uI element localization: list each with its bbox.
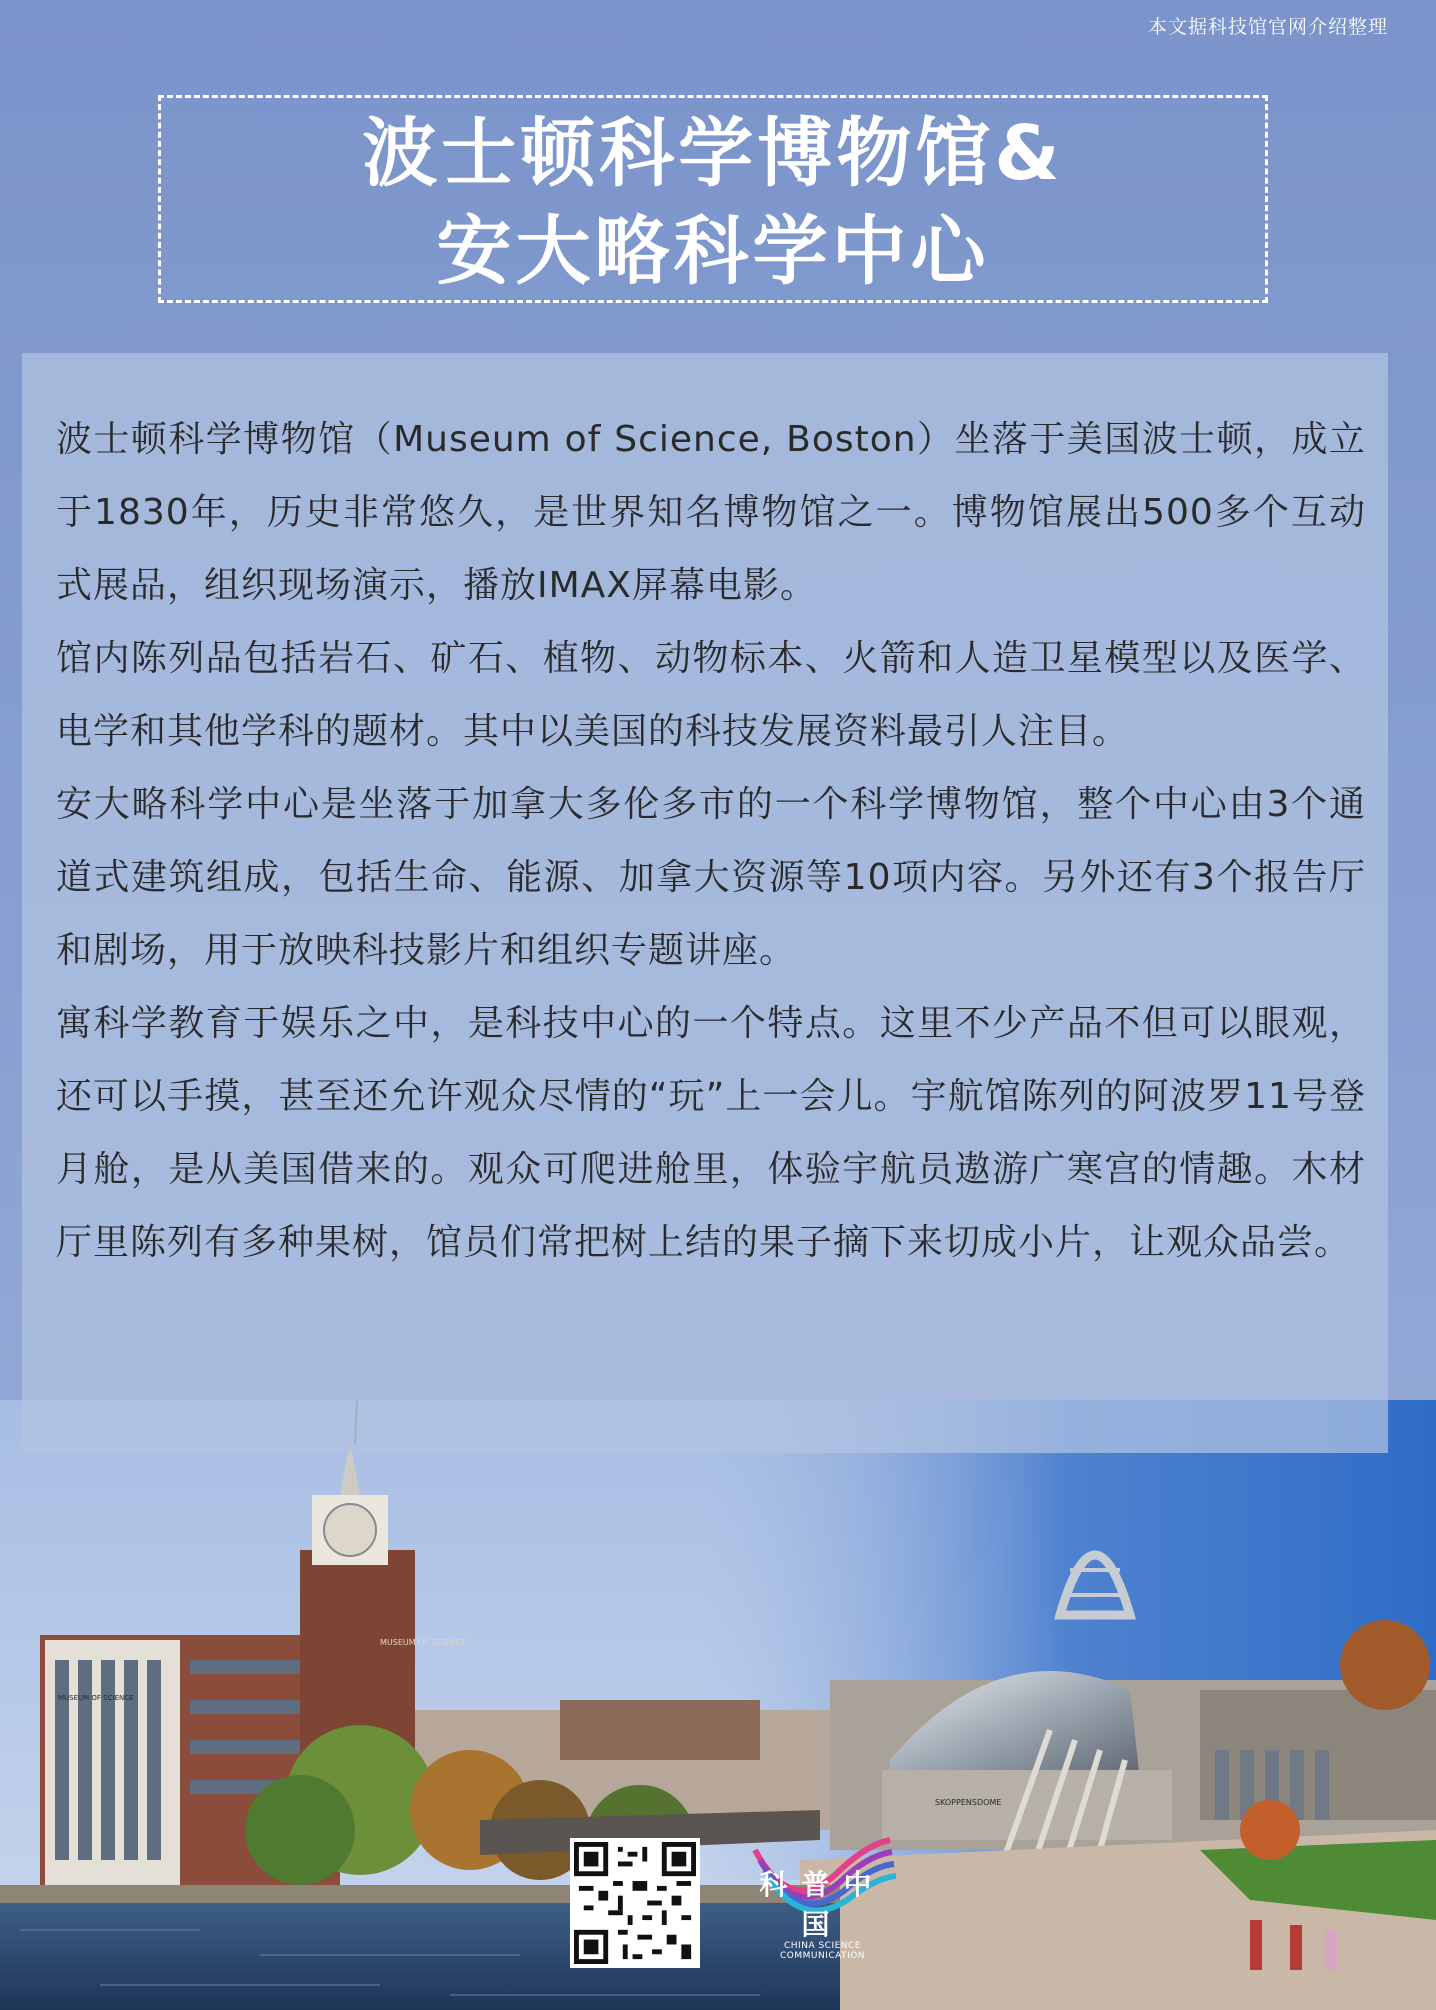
building-sign: MUSEUM OF SCIENCE [58, 1694, 134, 1702]
text-panel [22, 353, 1388, 1453]
paragraph-1: 波士顿科学博物馆（Museum of Science, Boston）坐落于美国波士顿，成立于1830年，历史非常悠久，是世界知名博物馆之一。博物馆展出500多个互动式展品，组织现场演示，播放IMAX屏幕电影。 [56, 419, 1366, 606]
logo-chinese-text: 科普中国 [759, 1868, 886, 1941]
kepu-china-logo [740, 1830, 905, 1965]
paragraphs [56, 403, 1366, 1279]
paragraph-2: 馆内陈列品包括岩石、矿石、植物、动物标本、火箭和人造卫星模型以及医学、电学和其他学科的题材。其中以美国的科技发展资料最引人注目。 [56, 638, 1366, 752]
title-line-2: 安大略科学中心 [436, 207, 990, 295]
dome-sign: SKOPPENSDOME [935, 1798, 1002, 1807]
qr-code[interactable] [570, 1838, 700, 1968]
paragraph-3: 安大略科学中心是坐落于加拿大多伦多市的一个科学博物馆，整个中心由3个通道式建筑组成，包括生命、能源、加拿大资源等10项内容。另外还有3个报告厅和剧场，用于放映科技影片和组织专题讲座。 [56, 784, 1366, 971]
title-box [158, 95, 1268, 303]
qr-code-pattern [574, 1842, 696, 1964]
tower-sign: MUSEUM OF SCIENCE [380, 1638, 467, 1647]
museum-photo [0, 1400, 1436, 2010]
logo-english-text: CHINA SCIENCE COMMUNICATION [779, 1941, 866, 1961]
title-line-1: 波士顿科学博物馆& [362, 109, 1064, 197]
paragraph-4: 寓科学教育于娱乐之中，是科技中心的一个特点。这里不少产品不但可以眼观，还可以手摸，甚至还允许观众尽情的“玩”上一会儿。宇航馆陈列的阿波罗11号登月舱，是从美国借来的。观众可爬进舱里，体验宇航员遨游广寒宫的情趣。木材厅里陈列有多种果树，馆员们常把树上结的果子摘下来切成小片，让观众品尝。 [56, 1003, 1366, 1263]
source-note: 本文据科技馆官网介绍整理 [1147, 16, 1388, 38]
museum-photo-illustration [0, 1400, 1436, 2010]
